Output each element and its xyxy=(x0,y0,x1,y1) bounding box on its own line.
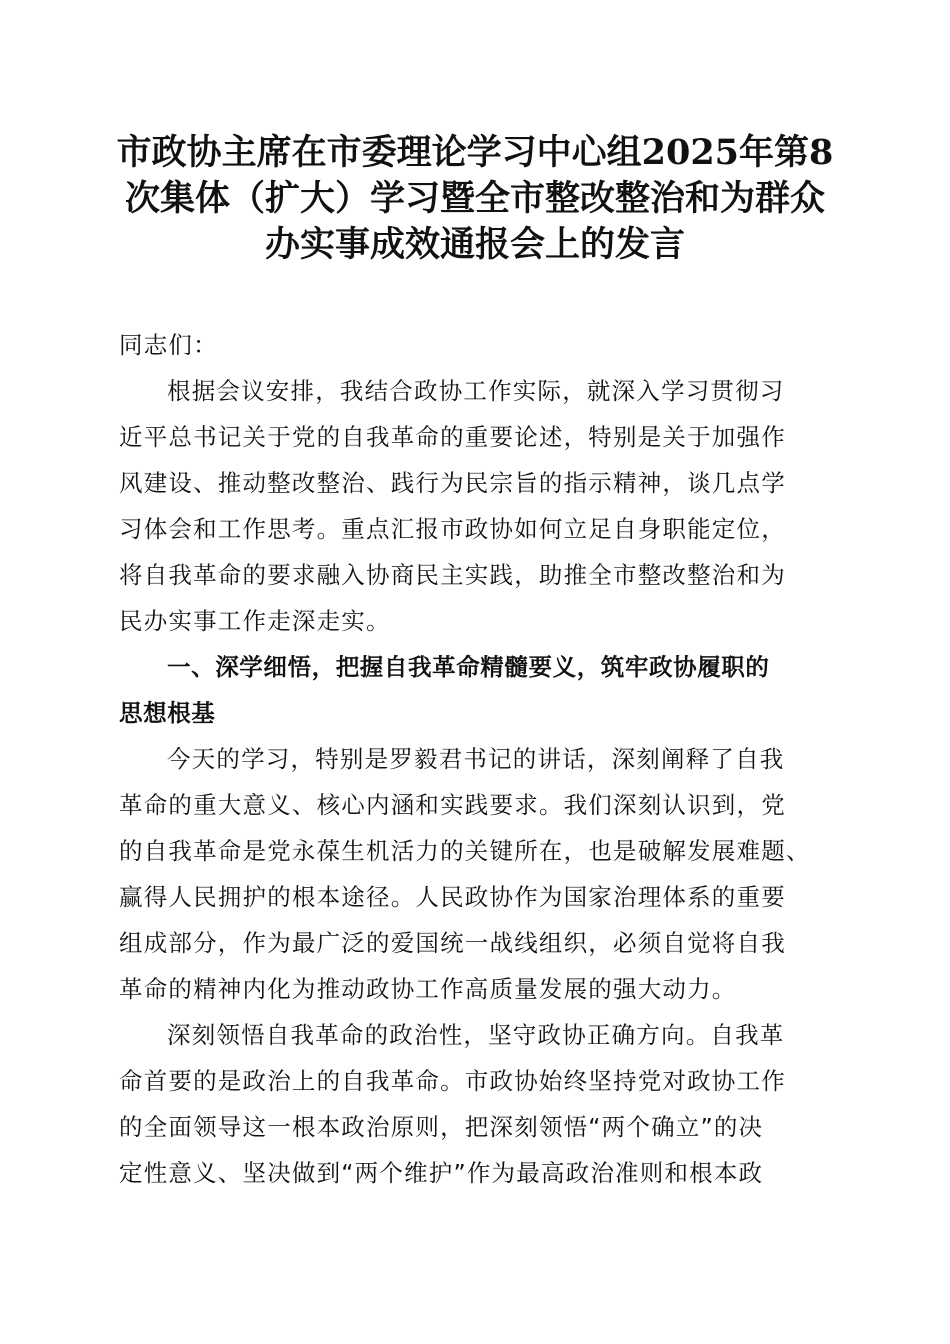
document-body xyxy=(119,322,831,1196)
section-heading-1 xyxy=(119,644,831,736)
paragraph-line: 组成部分，作为最广泛的爱国统一战线组织，必须自觉将自我 xyxy=(119,929,786,957)
paragraph-line: 命首要的是政治上的自我革命。市政协始终坚持党对政协工作 xyxy=(119,1067,786,1095)
paragraph-line: 定性意义、坚决做到“两个维护”作为最高政治准则和根本政 xyxy=(119,1159,764,1187)
paragraph-line: 革命的重大意义、核心内涵和实践要求。我们深刻认识到，党 xyxy=(119,791,786,819)
paragraph-line: 民办实事工作走深走实。 xyxy=(119,607,391,635)
paragraph-line: 的全面领导这一根本政治原则，把深刻领悟“两个确立”的决 xyxy=(119,1113,764,1141)
paragraph-line: 今天的学习，特别是罗毅君书记的讲话，深刻阐释了自我 xyxy=(167,745,785,773)
title-line-1: 市政协主席在市委理论学习中心组2025年第8 xyxy=(116,132,834,173)
document-title xyxy=(100,130,850,268)
title-line-2: 次集体（扩大）学习暨全市整改整治和为群众 xyxy=(124,178,825,219)
salutation: 同志们： xyxy=(119,331,218,359)
paragraph-line: 将自我革命的要求融入协商民主实践，助推全市整改整治和为 xyxy=(119,561,786,589)
paragraph-line: 深刻领悟自我革命的政治性，坚守政协正确方向。自我革 xyxy=(167,1021,785,1049)
paragraph-study xyxy=(119,736,831,1012)
title-line-3: 办实事成效通报会上的发言 xyxy=(264,224,685,265)
paragraph-intro xyxy=(119,368,831,644)
paragraph-political xyxy=(119,1012,831,1196)
paragraph-line: 革命的精神内化为推动政协工作高质量发展的强大动力。 xyxy=(119,975,737,1003)
heading-line: 思想根基 xyxy=(119,699,216,727)
paragraph-line: 风建设、推动整改整治、践行为民宗旨的指示精神，谈几点学 xyxy=(119,469,786,497)
heading-line: 一、深学细悟，把握自我革命精髓要义，筑牢政协履职的 xyxy=(167,653,770,681)
paragraph-line: 的自我革命是党永葆生机活力的关键所在，也是破解发展难题、 xyxy=(119,837,811,865)
paragraph-line: 近平总书记关于党的自我革命的重要论述，特别是关于加强作 xyxy=(119,423,786,451)
paragraph-line: 习体会和工作思考。重点汇报市政协如何立足自身职能定位， xyxy=(119,515,786,543)
paragraph-line: 根据会议安排，我结合政协工作实际，就深入学习贯彻习 xyxy=(167,377,785,405)
paragraph-line: 赢得人民拥护的根本途径。人民政协作为国家治理体系的重要 xyxy=(119,883,786,911)
